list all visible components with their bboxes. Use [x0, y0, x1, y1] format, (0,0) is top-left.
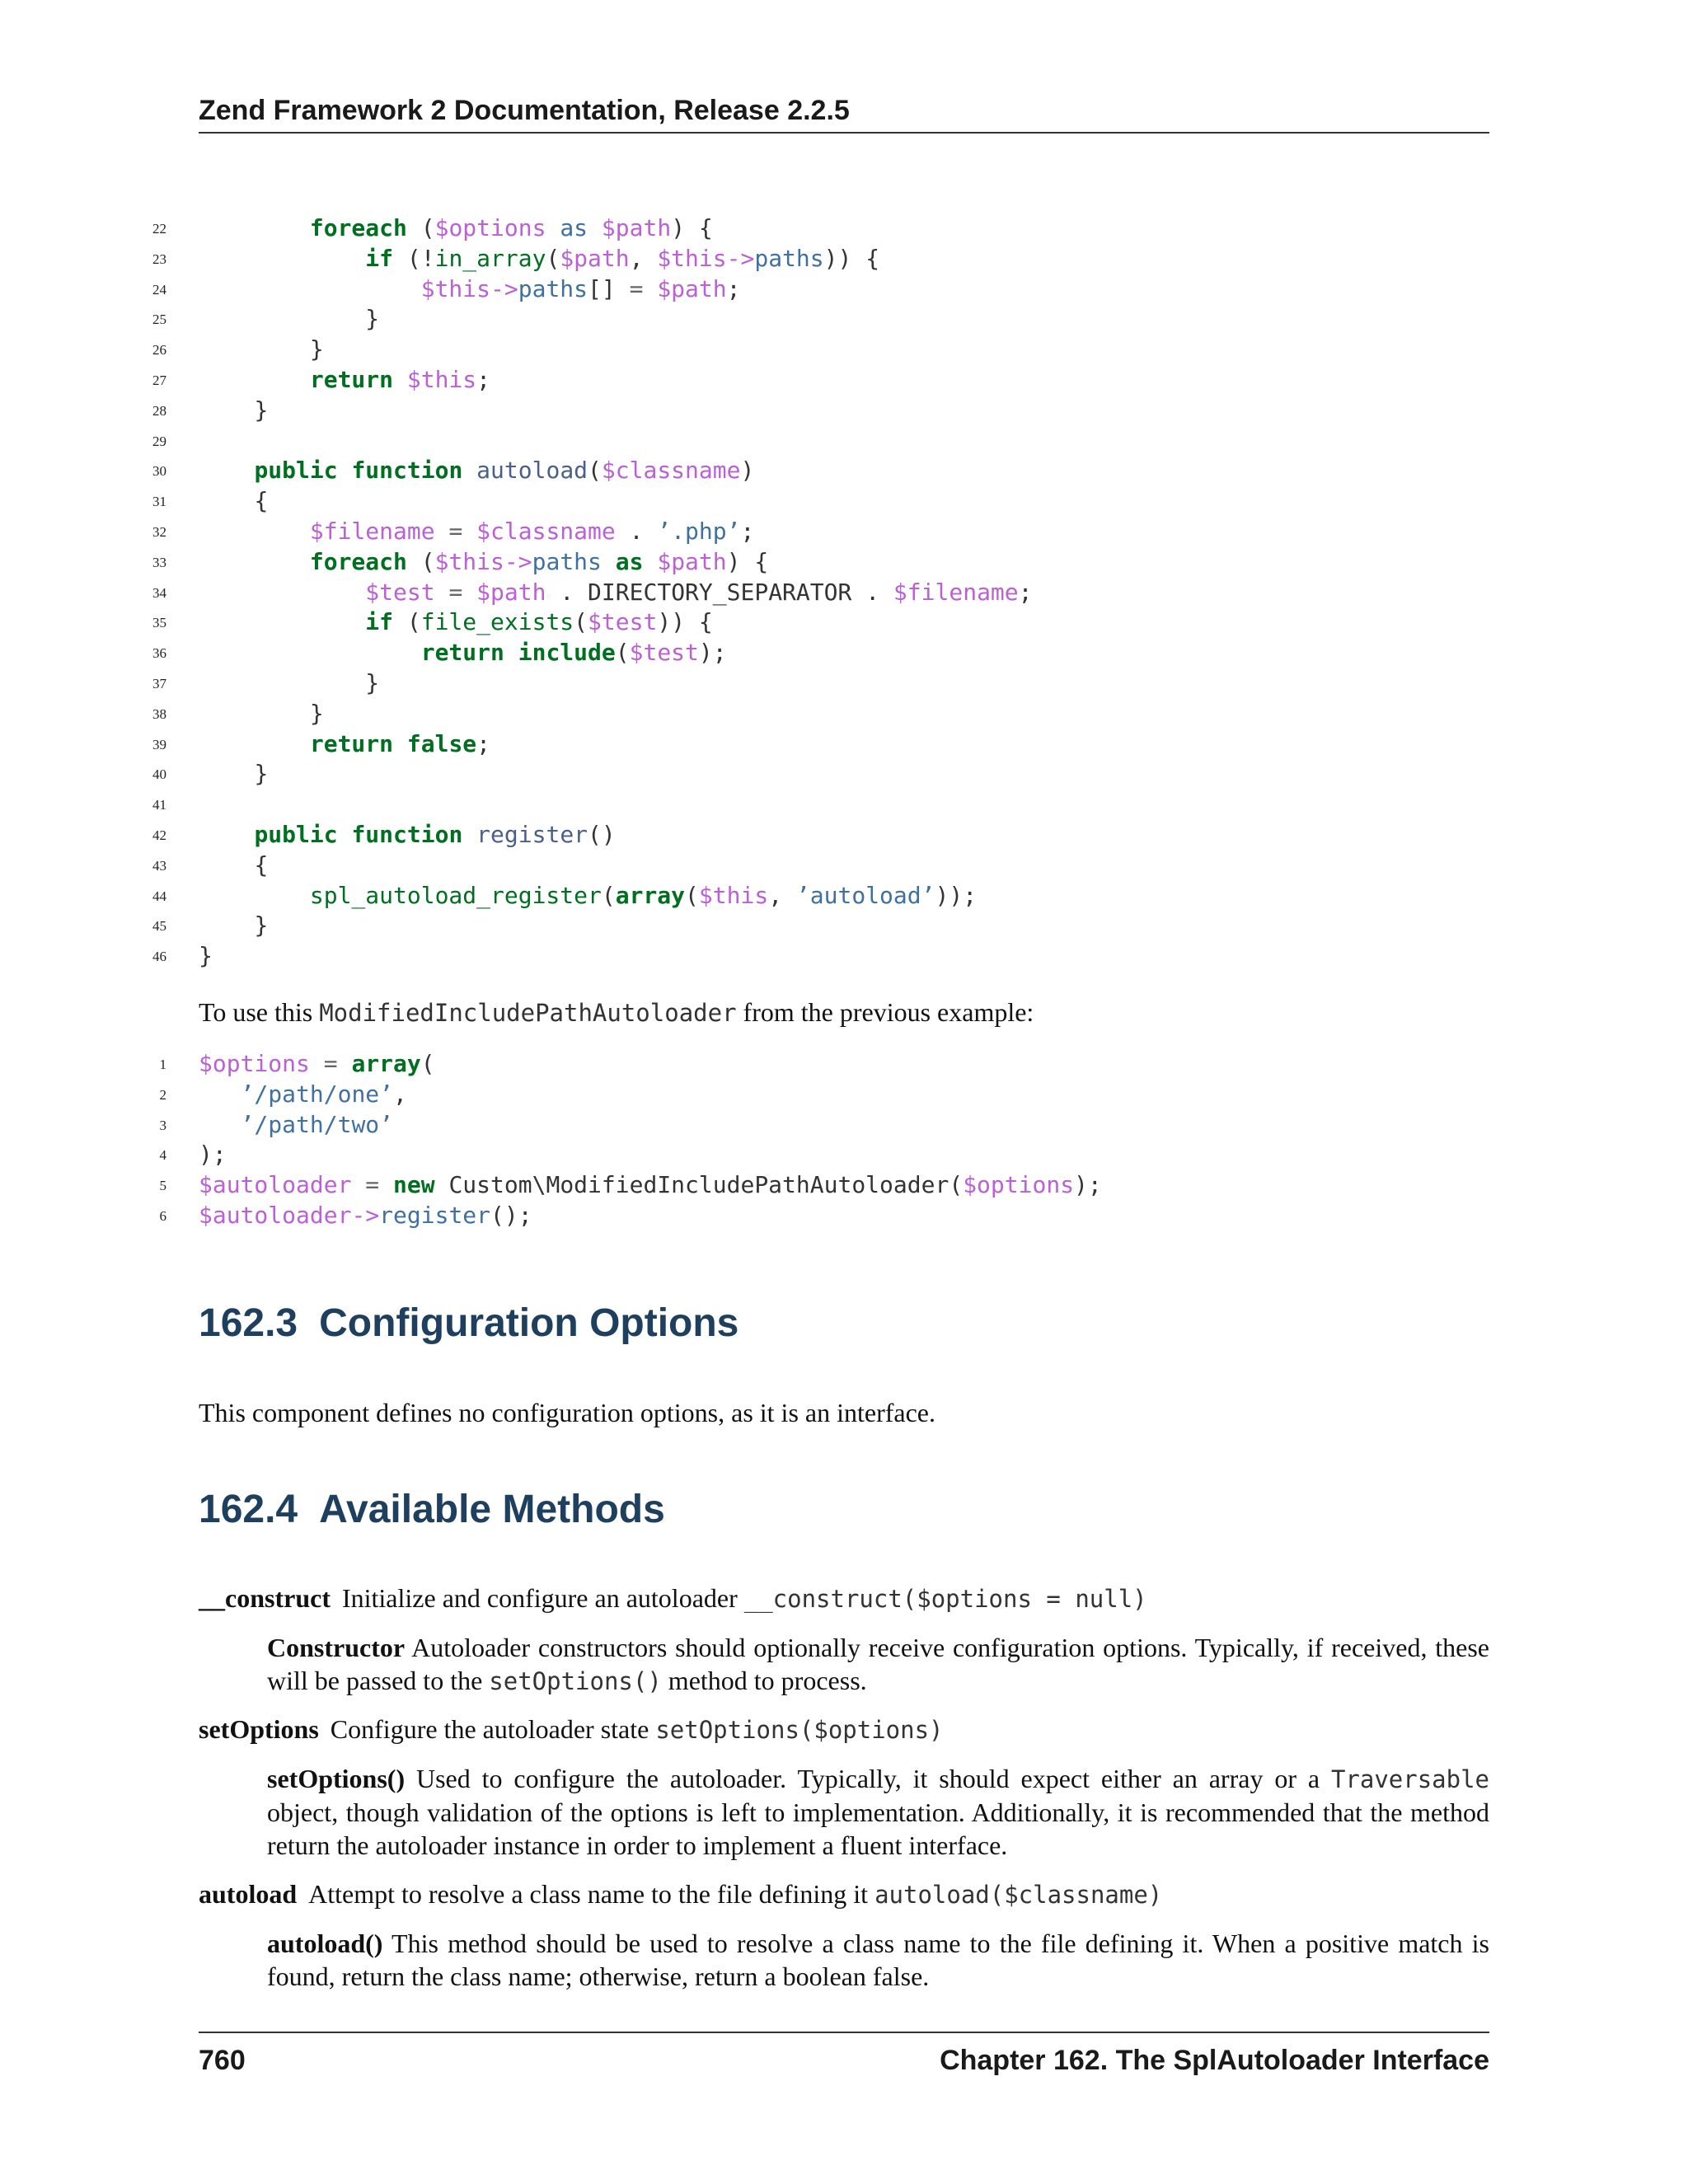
- line-number: 24: [152, 281, 166, 298]
- code-text: return $this;: [309, 366, 491, 393]
- line-number: 27: [152, 373, 166, 388]
- intro-text-before: To use this: [199, 997, 320, 1027]
- code-text: );: [199, 1141, 227, 1169]
- code-line: [0, 880, 1688, 911]
- code-line: [0, 789, 1688, 819]
- code-line: [0, 1109, 1688, 1140]
- header-title: Zend Framework 2 Documentation, Release 2.2.5: [199, 95, 850, 126]
- line-number: 23: [152, 251, 166, 267]
- code-line: [0, 485, 1688, 516]
- section-heading-configuration: [199, 1301, 738, 1346]
- code-text: }: [365, 305, 380, 333]
- line-number: 30: [152, 463, 166, 480]
- code-text: public function register(): [254, 821, 616, 848]
- detail-text-after: method to process.: [661, 1666, 867, 1695]
- code-line: [0, 850, 1688, 880]
- section-number: 162.4: [199, 1488, 298, 1531]
- method-summary: Configure the autoloader state: [330, 1714, 649, 1744]
- line-number: 5: [159, 1178, 166, 1194]
- line-number: 44: [152, 888, 166, 904]
- detail-text-after: object, though validation of the options is left to implementation. Additionally, it is recommended that the method return the autoloader instance in order to implement a fluent interface.: [267, 1797, 1489, 1860]
- line-number: 25: [152, 312, 166, 328]
- code-line: [0, 819, 1688, 850]
- code-text: }: [309, 699, 324, 727]
- code-text: spl_autoload_register(array($this, ’autoload’));: [309, 881, 978, 909]
- code-line: [0, 1048, 1688, 1079]
- code-line: [0, 516, 1688, 546]
- code-text: {: [254, 487, 269, 515]
- code-line: [0, 1079, 1688, 1109]
- configuration-paragraph: This component defines no configuration options, as it is an interface.: [199, 1398, 935, 1427]
- detail-text: Used to configure the autoloader. Typically, it should expect either an array or a: [405, 1764, 1331, 1793]
- method-detail-construct: [267, 1631, 1489, 1698]
- line-number: 32: [152, 524, 166, 540]
- code-line: [0, 274, 1688, 304]
- line-number: 45: [152, 918, 166, 935]
- code-text: }: [254, 396, 269, 424]
- code-line: [0, 1139, 1688, 1169]
- code-text: foreach ($options as $path) {: [309, 214, 713, 241]
- method-signature: autoload($classname): [874, 1881, 1163, 1909]
- method-name: __construct: [199, 1583, 331, 1613]
- code-text: return include($test);: [420, 639, 727, 667]
- code-text: if (file_exists($test)) {: [365, 608, 713, 636]
- method-detail-setoptions: [267, 1762, 1489, 1862]
- code-text: if (!in_array($path, $this->paths)) {: [365, 244, 880, 272]
- line-number: 4: [159, 1147, 166, 1164]
- code-line: [0, 243, 1688, 274]
- method-detail-autoload: [267, 1927, 1489, 1993]
- line-number: 31: [152, 494, 166, 510]
- code-line: [0, 1169, 1688, 1200]
- line-number: 26: [152, 342, 166, 359]
- code-text: $autoloader->register();: [199, 1202, 532, 1229]
- code-line: [0, 577, 1688, 607]
- code-line: [0, 637, 1688, 668]
- line-number: 29: [152, 433, 166, 449]
- method-term-construct: [199, 1582, 1489, 1615]
- running-header: [199, 92, 1489, 134]
- intro-paragraph: [199, 996, 1489, 1029]
- code-text: {: [254, 851, 269, 879]
- detail-text: Autoloader constructors should optionally receive configuration options. Typically, if received, these will be passed to the: [267, 1633, 1489, 1695]
- code-text: $options = array(: [199, 1050, 435, 1077]
- code-text: return false;: [309, 729, 491, 757]
- page-number: 760: [199, 2045, 246, 2076]
- code-text: }: [254, 760, 269, 788]
- code-line: [0, 303, 1688, 334]
- code-line: [0, 1200, 1688, 1230]
- line-number: 35: [152, 615, 166, 631]
- code-line: [0, 455, 1688, 485]
- section-title: Configuration Options: [319, 1301, 739, 1345]
- code-text: }: [365, 669, 380, 696]
- detail-inline-code: Traversable: [1330, 1765, 1489, 1793]
- intro-inline-code: ModifiedIncludePathAutoloader: [319, 999, 737, 1027]
- line-number: 1: [159, 1057, 166, 1072]
- code-line: [0, 729, 1688, 759]
- line-number: 46: [152, 949, 166, 965]
- method-name: autoload: [199, 1879, 298, 1909]
- code-text: foreach ($this->paths as $path) {: [309, 547, 769, 575]
- method-summary: Initialize and configure an autoloader: [341, 1583, 738, 1613]
- code-text: $autoloader = new Custom\ModifiedIncludePathAutoloader($options);: [199, 1171, 1102, 1199]
- code-line: [0, 213, 1688, 243]
- code-line: [0, 607, 1688, 637]
- method-signature: __construct($options = null): [743, 1585, 1147, 1613]
- detail-label: Constructor: [267, 1633, 406, 1662]
- code-line: [0, 395, 1688, 425]
- section-heading-methods: [199, 1487, 665, 1532]
- line-number: 33: [152, 554, 166, 570]
- line-number: 42: [152, 827, 166, 843]
- line-number: 41: [152, 797, 166, 813]
- code-line: [0, 668, 1688, 698]
- code-line: [0, 546, 1688, 577]
- detail-text: This method should be used to resolve a class name to the file defining it. When a positive match is found, return the class name; otherwise, return a boolean false.: [267, 1929, 1489, 1991]
- code-line: [0, 940, 1688, 971]
- method-signature: setOptions($options): [655, 1716, 944, 1744]
- code-text: $this->paths[] = $path;: [420, 274, 741, 302]
- line-number: 43: [152, 857, 166, 874]
- line-number: 38: [152, 705, 166, 722]
- line-number: 2: [159, 1086, 166, 1103]
- method-term-setoptions: [199, 1713, 1489, 1746]
- line-number: 22: [152, 221, 166, 237]
- code-line: [0, 698, 1688, 729]
- line-number: 39: [152, 736, 166, 752]
- line-number: 34: [152, 584, 166, 601]
- code-text: $filename = $classname . ’.php’;: [309, 518, 755, 545]
- line-number: 28: [152, 402, 166, 419]
- code-text: ’/path/one’,: [240, 1080, 407, 1108]
- method-term-autoload: [199, 1877, 1489, 1911]
- chapter-title: Chapter 162. The SplAutoloader Interface: [940, 2045, 1489, 2076]
- method-name: setOptions: [199, 1714, 319, 1744]
- section-title: Available Methods: [319, 1488, 665, 1531]
- code-text: }: [309, 335, 324, 363]
- method-summary: Attempt to resolve a class name to the file defining it: [308, 1879, 869, 1909]
- code-text: }: [199, 942, 213, 970]
- detail-label: autoload(): [267, 1929, 383, 1958]
- detail-label: setOptions(): [267, 1764, 406, 1793]
- code-line: [0, 364, 1688, 395]
- code-text: public function autoload($classname): [254, 457, 755, 485]
- code-text: ’/path/two’: [240, 1110, 394, 1138]
- section-number: 162.3: [199, 1301, 298, 1345]
- code-text: }: [254, 912, 269, 940]
- line-number: 40: [152, 766, 166, 783]
- intro-text-after: from the previous example:: [736, 997, 1034, 1027]
- line-number: 37: [152, 676, 166, 691]
- code-line: [0, 334, 1688, 364]
- detail-inline-code: setOptions(): [489, 1667, 662, 1695]
- code-line: [0, 425, 1688, 456]
- running-footer: [199, 2032, 1489, 2083]
- line-number: 36: [152, 645, 166, 662]
- line-number: 3: [159, 1117, 166, 1133]
- code-line: [0, 758, 1688, 789]
- code-line: [0, 910, 1688, 940]
- line-number: 6: [159, 1208, 166, 1224]
- code-text: $test = $path . DIRECTORY_SEPARATOR . $filename;: [365, 578, 1033, 606]
